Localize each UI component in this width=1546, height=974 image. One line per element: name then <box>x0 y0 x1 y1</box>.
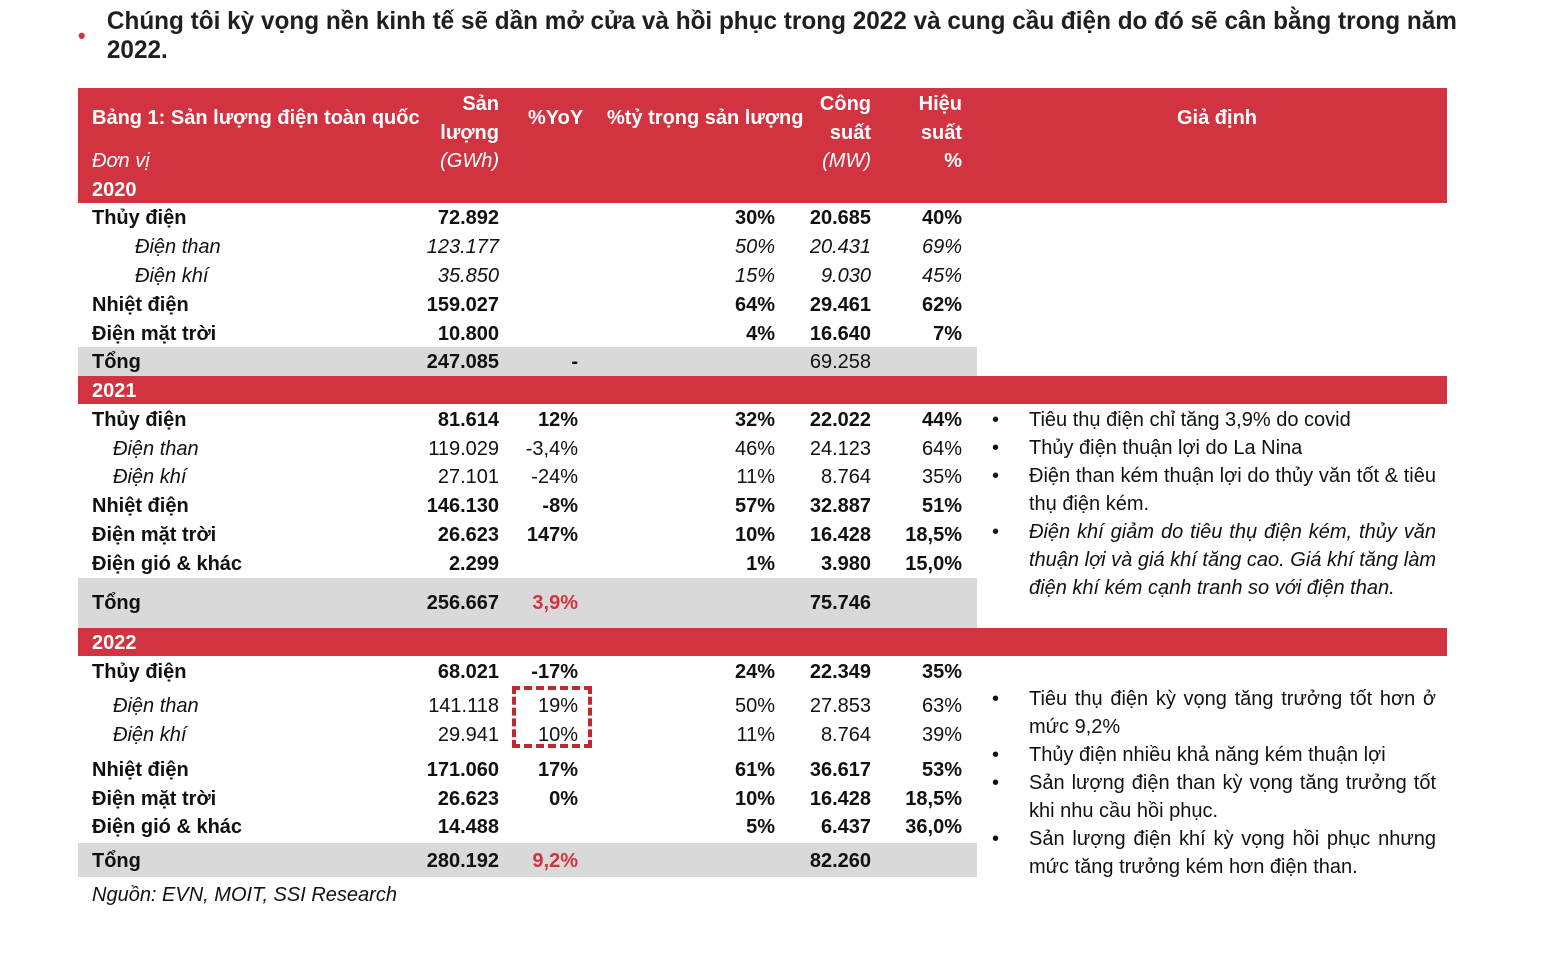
note-text: Điện than kém thuận lợi do thủy văn tốt & tiêu thụ điện kém. <box>1029 465 1436 515</box>
efficiency-cell: 35% <box>921 661 962 683</box>
capacity-cell: 6.437 <box>820 816 871 838</box>
row-label: Tổng <box>92 592 141 614</box>
output-cell: 27.101 <box>437 466 499 488</box>
capacity-cell: 82.260 <box>809 850 871 872</box>
note-bullet: • <box>992 828 1000 850</box>
capacity-cell: 75.746 <box>809 592 871 614</box>
yoy-cell: -8% <box>542 495 578 517</box>
output-cell: 119.029 <box>428 438 499 460</box>
output-cell: 123.177 <box>426 236 499 258</box>
output-cell: 72.892 <box>437 207 499 229</box>
efficiency-cell: 64% <box>921 438 962 460</box>
year-2022: 2022 <box>92 632 137 654</box>
col-assumption-header: Giả định <box>1177 107 1257 129</box>
efficiency-cell: 62% <box>921 294 962 316</box>
row-label: Điện than <box>113 438 199 460</box>
share-cell: 30% <box>734 207 775 229</box>
yoy-cell: -3,4% <box>525 438 578 460</box>
output-cell: 280.192 <box>426 850 499 872</box>
note-text: Tiêu thụ điện chỉ tăng 3,9% do covid <box>1029 409 1351 431</box>
output-cell: 247.085 <box>426 351 499 373</box>
efficiency-cell: 39% <box>921 724 962 746</box>
note-item <box>990 462 1436 518</box>
capacity-cell: 16.640 <box>809 323 871 345</box>
col-capacity-line1: Công <box>819 93 871 115</box>
capacity-cell: 22.022 <box>809 409 871 431</box>
col-capacity-line2: suất <box>829 122 871 144</box>
col-efficiency-unit: % <box>944 150 962 172</box>
row-label: Điện gió & khác <box>92 553 243 575</box>
capacity-cell: 22.349 <box>809 661 871 683</box>
share-cell: 64% <box>734 294 775 316</box>
col-share-header: %tỷ trọng sản lượng <box>607 107 804 129</box>
capacity-cell: 16.428 <box>809 524 871 546</box>
heading-bullet: • <box>78 23 86 48</box>
row-label: Điện khí <box>113 466 187 488</box>
efficiency-cell: 36,0% <box>905 816 962 838</box>
output-cell: 81.614 <box>437 409 499 431</box>
capacity-cell: 3.980 <box>820 553 871 575</box>
year-2020: 2020 <box>92 179 137 201</box>
note-bullet: • <box>992 465 1000 487</box>
share-cell: 11% <box>736 466 775 488</box>
capacity-cell: 20.431 <box>809 236 871 258</box>
efficiency-cell: 44% <box>921 409 962 431</box>
note-text: Thủy điện thuận lợi do La Nina <box>1029 437 1303 459</box>
share-cell: 32% <box>734 409 775 431</box>
capacity-cell: 8.764 <box>820 724 871 746</box>
capacity-cell: 32.887 <box>809 495 871 517</box>
row-label: Điện khí <box>135 265 209 287</box>
assumptions-2022 <box>990 685 1436 881</box>
share-cell: 61% <box>734 759 775 781</box>
year-band-2022 <box>78 628 1447 656</box>
row-label: Điện than <box>135 236 221 258</box>
capacity-cell: 36.617 <box>809 759 871 781</box>
note-text: Tiêu thụ điện kỳ vọng tăng trưởng tốt hơn ở mức 9,2% <box>1029 688 1436 738</box>
row-label: Nhiệt điện <box>92 294 189 316</box>
efficiency-cell: 69% <box>921 236 962 258</box>
output-cell: 68.021 <box>437 661 499 683</box>
output-cell: 26.623 <box>437 788 499 810</box>
note-text: Sản lượng điện than kỳ vọng tăng trưởng tốt khi nhu cầu hồi phục. <box>1029 772 1436 822</box>
efficiency-cell: 18,5% <box>905 788 962 810</box>
row-label: Điện mặt trời <box>92 524 217 546</box>
note-item <box>990 741 1436 769</box>
highlight-dashed-box <box>512 686 592 748</box>
yoy-cell: 19% <box>537 695 578 717</box>
efficiency-cell: 40% <box>921 207 962 229</box>
col-efficiency-line1: Hiệu <box>918 93 962 115</box>
col-efficiency-line2: suất <box>920 122 962 144</box>
yoy-cell: 9,2% <box>532 850 578 872</box>
share-cell: 1% <box>746 553 775 575</box>
row-label: Nhiệt điện <box>92 495 189 517</box>
note-text: Điện khí giảm do tiêu thụ điện kém, thủy văn thuận lợi và giá khí tăng cao. Giá khí tăng làm điện khí kém cạnh tranh so với điện than. <box>1029 521 1436 599</box>
row-label: Tổng <box>92 351 141 373</box>
output-cell: 159.027 <box>426 294 499 316</box>
row-label: Thủy điện <box>92 409 187 431</box>
yoy-cell: -17% <box>531 661 578 683</box>
share-cell: 5% <box>746 816 775 838</box>
row-label: Điện khí <box>113 724 187 746</box>
yoy-cell: 147% <box>526 524 578 546</box>
row-label: Thủy điện <box>92 207 187 229</box>
output-cell: 14.488 <box>437 816 499 838</box>
note-item <box>990 769 1436 825</box>
yoy-cell: 10% <box>537 724 578 746</box>
note-text: Thủy điện nhiều khả năng kém thuận lợi <box>1029 744 1386 766</box>
unit-label: Đơn vị <box>92 150 150 172</box>
section-heading <box>78 7 1506 64</box>
note-bullet: • <box>992 521 1000 543</box>
capacity-cell: 27.853 <box>809 695 871 717</box>
efficiency-cell: 51% <box>921 495 962 517</box>
note-bullet: • <box>992 744 1000 766</box>
yoy-cell: 3,9% <box>532 592 578 614</box>
row-label: Điện than <box>113 695 199 717</box>
col-output-unit: (GWh) <box>440 150 499 172</box>
share-cell: 57% <box>734 495 775 517</box>
heading-text: Chúng tôi kỳ vọng nền kinh tế sẽ dần mở cửa và hồi phục trong 2022 và cung cầu điện do đó sẽ cân bằng trong năm 2022. <box>106 7 1457 64</box>
share-cell: 15% <box>734 265 775 287</box>
col-output-line2: lượng <box>440 122 499 144</box>
note-item <box>990 685 1436 741</box>
note-bullet: • <box>992 409 1000 431</box>
col-capacity-unit: (MW) <box>822 150 871 172</box>
share-cell: 11% <box>736 724 775 746</box>
yoy-cell: 12% <box>537 409 578 431</box>
capacity-cell: 29.461 <box>809 294 871 316</box>
yoy-cell: -24% <box>531 466 578 488</box>
output-cell: 146.130 <box>426 495 499 517</box>
output-cell: 35.850 <box>437 265 499 287</box>
efficiency-cell: 7% <box>933 323 962 345</box>
output-cell: 2.299 <box>448 553 499 575</box>
share-cell: 50% <box>734 695 775 717</box>
note-bullet: • <box>992 688 1000 710</box>
assumptions-2021 <box>990 406 1436 602</box>
capacity-cell: 24.123 <box>809 438 871 460</box>
row-label: Nhiệt điện <box>92 759 189 781</box>
row-label: Thủy điện <box>92 661 187 683</box>
output-cell: 256.667 <box>426 592 499 614</box>
output-cell: 141.118 <box>428 695 499 717</box>
share-cell: 50% <box>734 236 775 258</box>
note-bullet: • <box>992 772 1000 794</box>
output-cell: 26.623 <box>437 524 499 546</box>
efficiency-cell: 18,5% <box>905 524 962 546</box>
share-cell: 46% <box>734 438 775 460</box>
efficiency-cell: 45% <box>921 265 962 287</box>
output-cell: 29.941 <box>437 724 499 746</box>
row-label: Điện mặt trời <box>92 788 217 810</box>
note-text: Sản lượng điện khí kỳ vọng hồi phục nhưng mức tăng trưởng kém hơn điện than. <box>1029 828 1436 878</box>
row-label: Điện mặt trời <box>92 323 217 345</box>
note-item <box>990 434 1436 462</box>
capacity-cell: 8.764 <box>820 466 871 488</box>
share-cell: 10% <box>734 788 775 810</box>
year-band-2021 <box>78 376 1447 404</box>
efficiency-cell: 15,0% <box>905 553 962 575</box>
efficiency-cell: 35% <box>921 466 962 488</box>
capacity-cell: 69.258 <box>809 351 871 373</box>
capacity-cell: 16.428 <box>809 788 871 810</box>
note-bullet: • <box>992 437 1000 459</box>
year-2021: 2021 <box>92 380 137 402</box>
efficiency-cell: 63% <box>921 695 962 717</box>
row-label: Tổng <box>92 850 141 872</box>
col-output-line1: Sản <box>462 93 499 115</box>
output-cell: 171.060 <box>426 759 499 781</box>
note-item <box>990 518 1436 602</box>
yoy-cell: 0% <box>549 788 578 810</box>
capacity-cell: 9.030 <box>820 265 871 287</box>
col-yoy-header: %YoY <box>528 107 584 129</box>
share-cell: 24% <box>734 661 775 683</box>
yoy-cell: - <box>571 351 578 373</box>
efficiency-cell: 53% <box>921 759 962 781</box>
yoy-cell: 17% <box>537 759 578 781</box>
share-cell: 10% <box>734 524 775 546</box>
share-cell: 4% <box>746 323 775 345</box>
output-cell: 10.800 <box>437 323 499 345</box>
source-note: Nguồn: EVN, MOIT, SSI Research <box>92 884 397 906</box>
capacity-cell: 20.685 <box>809 207 871 229</box>
note-item <box>990 825 1436 881</box>
note-item <box>990 406 1436 434</box>
table-title: Bảng 1: Sản lượng điện toàn quốc <box>92 107 420 129</box>
row-label: Điện gió & khác <box>92 816 243 838</box>
